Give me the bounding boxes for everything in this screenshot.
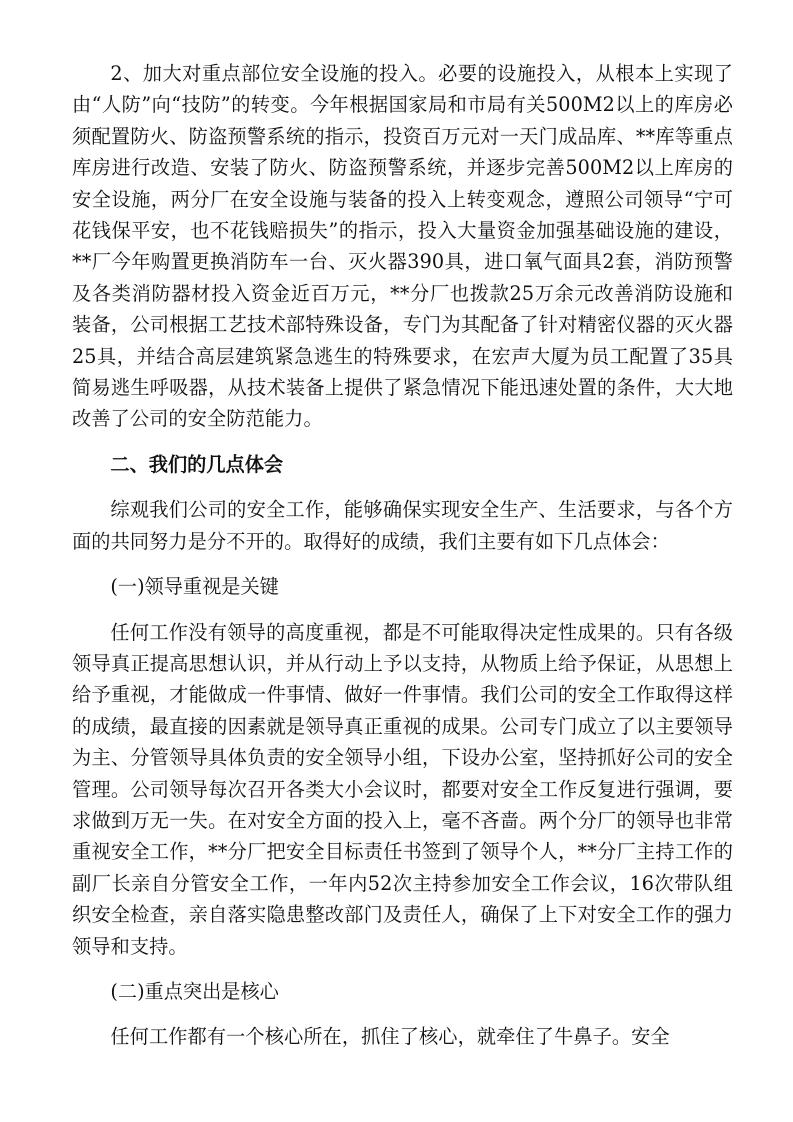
spacer	[72, 557, 733, 571]
subheading-focus: (二)重点突出是核心	[110, 979, 279, 1003]
paragraph-overview: 综观我们公司的安全工作，能够确保实现安全生产、生活要求，与各个方面的共同努力是分不开的。取得好的成绩，我们主要有如下几点体会：	[72, 498, 733, 553]
spacer	[72, 480, 733, 494]
paragraph-focus: 任何工作都有一个核心所在，抓住了核心，就牵住了牛鼻子。安全	[110, 1025, 670, 1049]
spacer	[72, 603, 733, 617]
subheading-leadership: (一)领导重视是关键	[110, 575, 279, 599]
spacer	[72, 435, 733, 449]
paragraph-safety-investment: 2、加大对重点部位安全设施的投入。必要的设施投入，从根本上实现了由“人防”向“技防”的转变。今年根据国家局和市局有关500M2以上的库房必须配置防火、防盗预警系统的指示，投资百万元对一天门成品库、**库等重点库房进行改造、安装了防火、防盗预警系统，并逐步完善500M2以上库房的安全设施，两分厂在安全设施与装备的投入上转变观念，遵照公司领导“宁可花钱保平安，也不花钱赔损失”的指示，投入大量资金加强基础设施的建设，**厂今年购置更换消防车一台、灭火器390具，进口氧气面具2套，消防预警及各类消防器材投入资金近百万元，**分厂也拨款25万余元改善消防设施和装备，公司根据工艺技术部特殊设备，专门为其配备了针对精密仪器的灭火器25具，并结合高层建筑紧急逃生的特殊要求，在宏声大厦为员工配置了35具简易逃生呼吸器，从技术装备上提供了紧急情况下能迅速处置的条件，大大地改善了公司的安全防范能力。	[72, 62, 733, 431]
paragraph-leadership: 任何工作没有领导的高度重视，都是不可能取得决定性成果的。只有各级领导真正提高思想认识，并从行动上予以支持，从物质上给予保证，从思想上给予重视，才能做成一件事情、做好一件事情。我们公司的安全工作取得这样的成绩，最直接的因素就是领导真正重视的成果。公司专门成立了以主要领导为主、分管领导具体负责的安全领导小组，下设办公室，坚持抓好公司的安全管理。公司领导每次召开各类大小会议时，都要对安全工作反复进行强调，要求做到万无一失。在对安全方面的投入上，毫不吝啬。两个分厂的领导也非常重视安全工作，**分厂把安全目标责任书签到了领导个人，**分厂主持工作的副厂长亲自分管安全工作，一年内52次主持参加安全工作会议，16次带队组织安全检查，亲自落实隐患整改部门及责任人，确保了上下对安全工作的强力领导和支持。	[72, 620, 733, 958]
section-heading-experiences: 二、我们的几点体会	[110, 452, 284, 476]
document-page	[72, 58, 733, 1053]
spacer	[72, 962, 733, 976]
spacer	[72, 1007, 733, 1021]
